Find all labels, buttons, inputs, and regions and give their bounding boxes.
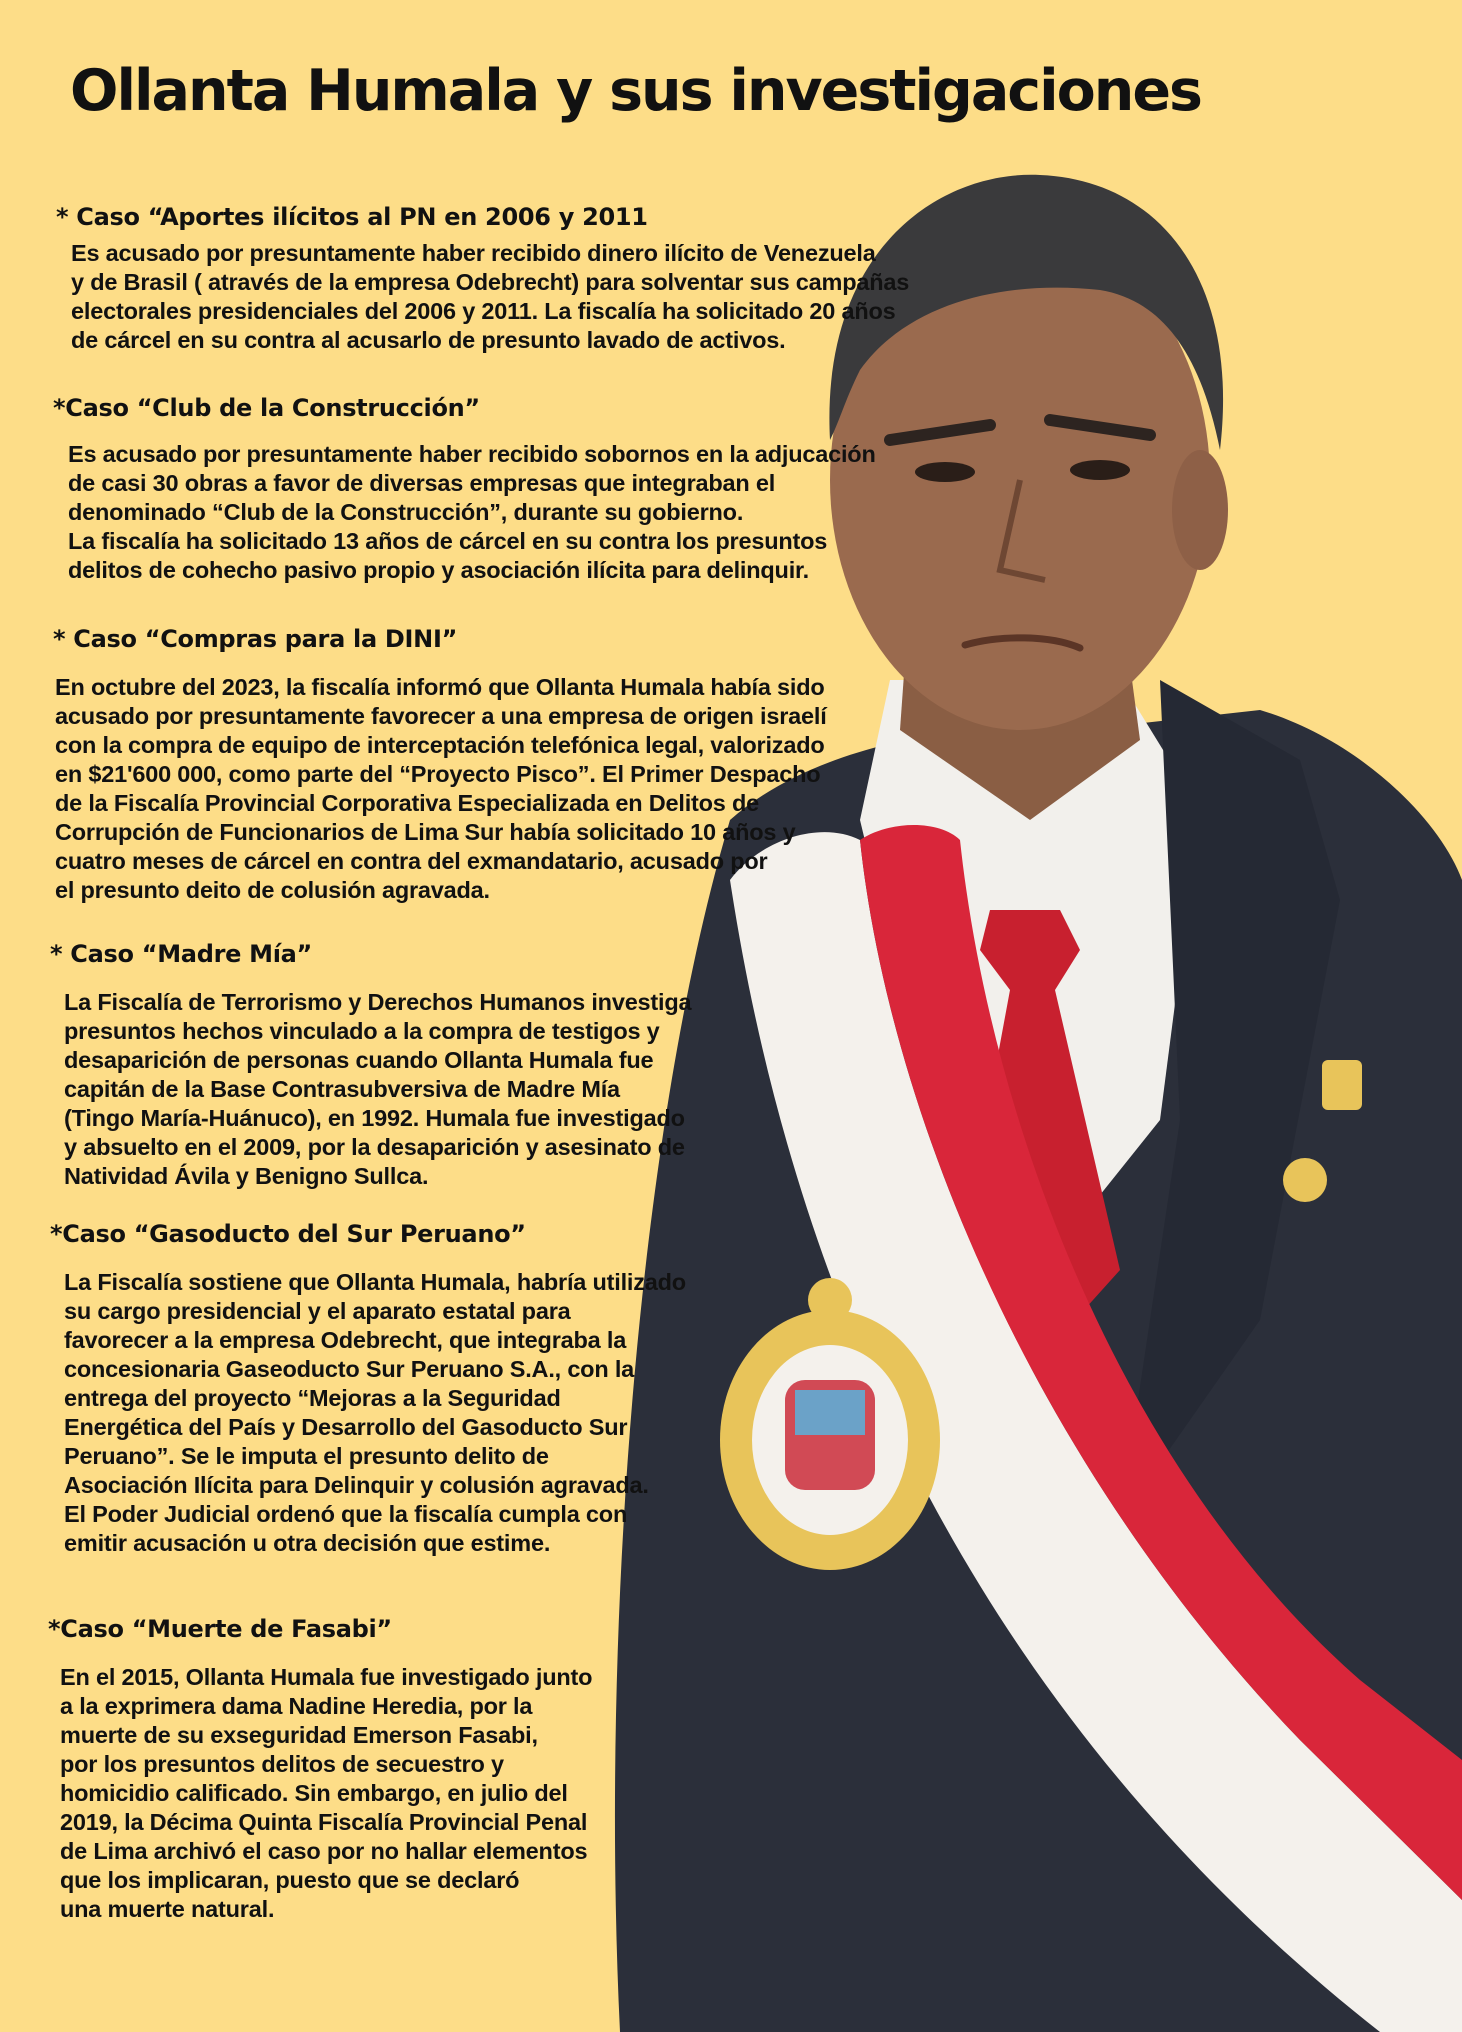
case-aportes <box>56 203 909 355</box>
case-title: *Caso “Muerte de Fasabi” <box>48 1615 392 1643</box>
case-title: * Caso “Madre Mía” <box>50 940 313 968</box>
case-title: * Caso “Aportes ilícitos al PN en 2006 y 2011 <box>56 203 648 231</box>
case-muerte-fasabi <box>48 1615 592 1924</box>
case-text: Es acusado por presuntamente haber recibido dinero ilícito de Venezuela y de Brasil ( através de la empresa Odebrecht) para solventar sus campañas electorales presidenciales del 2006 y 2011. La fiscalía ha solicitado 20 años de cárcel en su contra al acusarlo de presunto lavado de activos. <box>71 240 910 353</box>
case-club-construccion <box>53 394 876 585</box>
case-text: La Fiscalía sostiene que Ollanta Humala, habría utilizado su cargo presidencial y el aparato estatal para favorecer a la empresa Odebrecht, que integraba la concesionaria Gaseoducto Sur Peruano S.A., con la entrega del proyecto “Mejoras a la Seguridad Energética del País y Desarrollo del Gasoducto Sur Peruano”. Se le imputa el presunto delito de Asociación Ilícita para Delinquir y colusión agravada. El Poder Judicial ordenó que la fiscalía cumpla con emitir acusación u otra decisión que estime. <box>64 1269 686 1556</box>
case-text: En octubre del 2023, la fiscalía informó que Ollanta Humala había sido acusado por presuntamente favorecer a una empresa de origen israelí con la compra de equipo de interceptación telefónica legal, valorizado en $21'600 000, como parte del “Proyecto Pisco”. El Primer Despacho de la Fiscalía Provincial Corporativa Especializada en Delitos de Corrupción de Funcionarios de Lima Sur había solicitado 10 años y cuatro meses de cárcel en contra del exmandatario, acusado por el presunto deito de colusión agravada. <box>55 674 827 903</box>
case-title: * Caso “Compras para la DINI” <box>53 625 458 653</box>
left-eye <box>915 462 975 482</box>
case-gasoducto <box>50 1220 686 1558</box>
case-compras-dini <box>53 625 827 905</box>
case-text: En el 2015, Ollanta Humala fue investigado junto a la exprimera dama Nadine Heredia, por la muerte de su exseguridad Emerson Fasabi, por los presuntos delitos de secuestro y homicidio calificado. Sin embargo, en julio del 2019, la Décima Quinta Fiscalía Provincial Penal de Lima archivó el caso por no hallar elementos que los implicaran, puesto que se declaró una muerte natural. <box>60 1664 593 1922</box>
page-title: Ollanta Humala y sus investigaciones <box>70 58 1201 124</box>
case-title: *Caso “Club de la Construcción” <box>53 394 480 422</box>
case-text: La Fiscalía de Terrorismo y Derechos Humanos investiga presuntos hechos vinculado a la compra de testigos y desaparición de personas cuando Ollanta Humala fue capitán de la Base Contrasubversiva de Madre Mía (Tingo María-Huánuco), en 1992. Humala fue investigado y absuelto en el 2009, por la desaparición y asesinato de Natividad Ávila y Benigno Sullca. <box>64 989 692 1189</box>
lapel-pin <box>1322 1060 1362 1110</box>
case-title: *Caso “Gasoducto del Sur Peruano” <box>50 1220 526 1248</box>
ear <box>1172 450 1228 570</box>
lapel-button <box>1283 1158 1327 1202</box>
right-eye <box>1070 460 1130 480</box>
case-madre-mia <box>50 940 691 1191</box>
case-text: Es acusado por presuntamente haber recibido sobornos en la adjucación de casi 30 obras a favor de diversas empresas que integraban el denominado “Club de la Construcción”, durante su gobierno. La fiscalía ha solicitado 13 años de cárcel en su contra los presuntos delitos de cohecho pasivo propio y asociación ilícita para delinquir. <box>68 441 876 583</box>
